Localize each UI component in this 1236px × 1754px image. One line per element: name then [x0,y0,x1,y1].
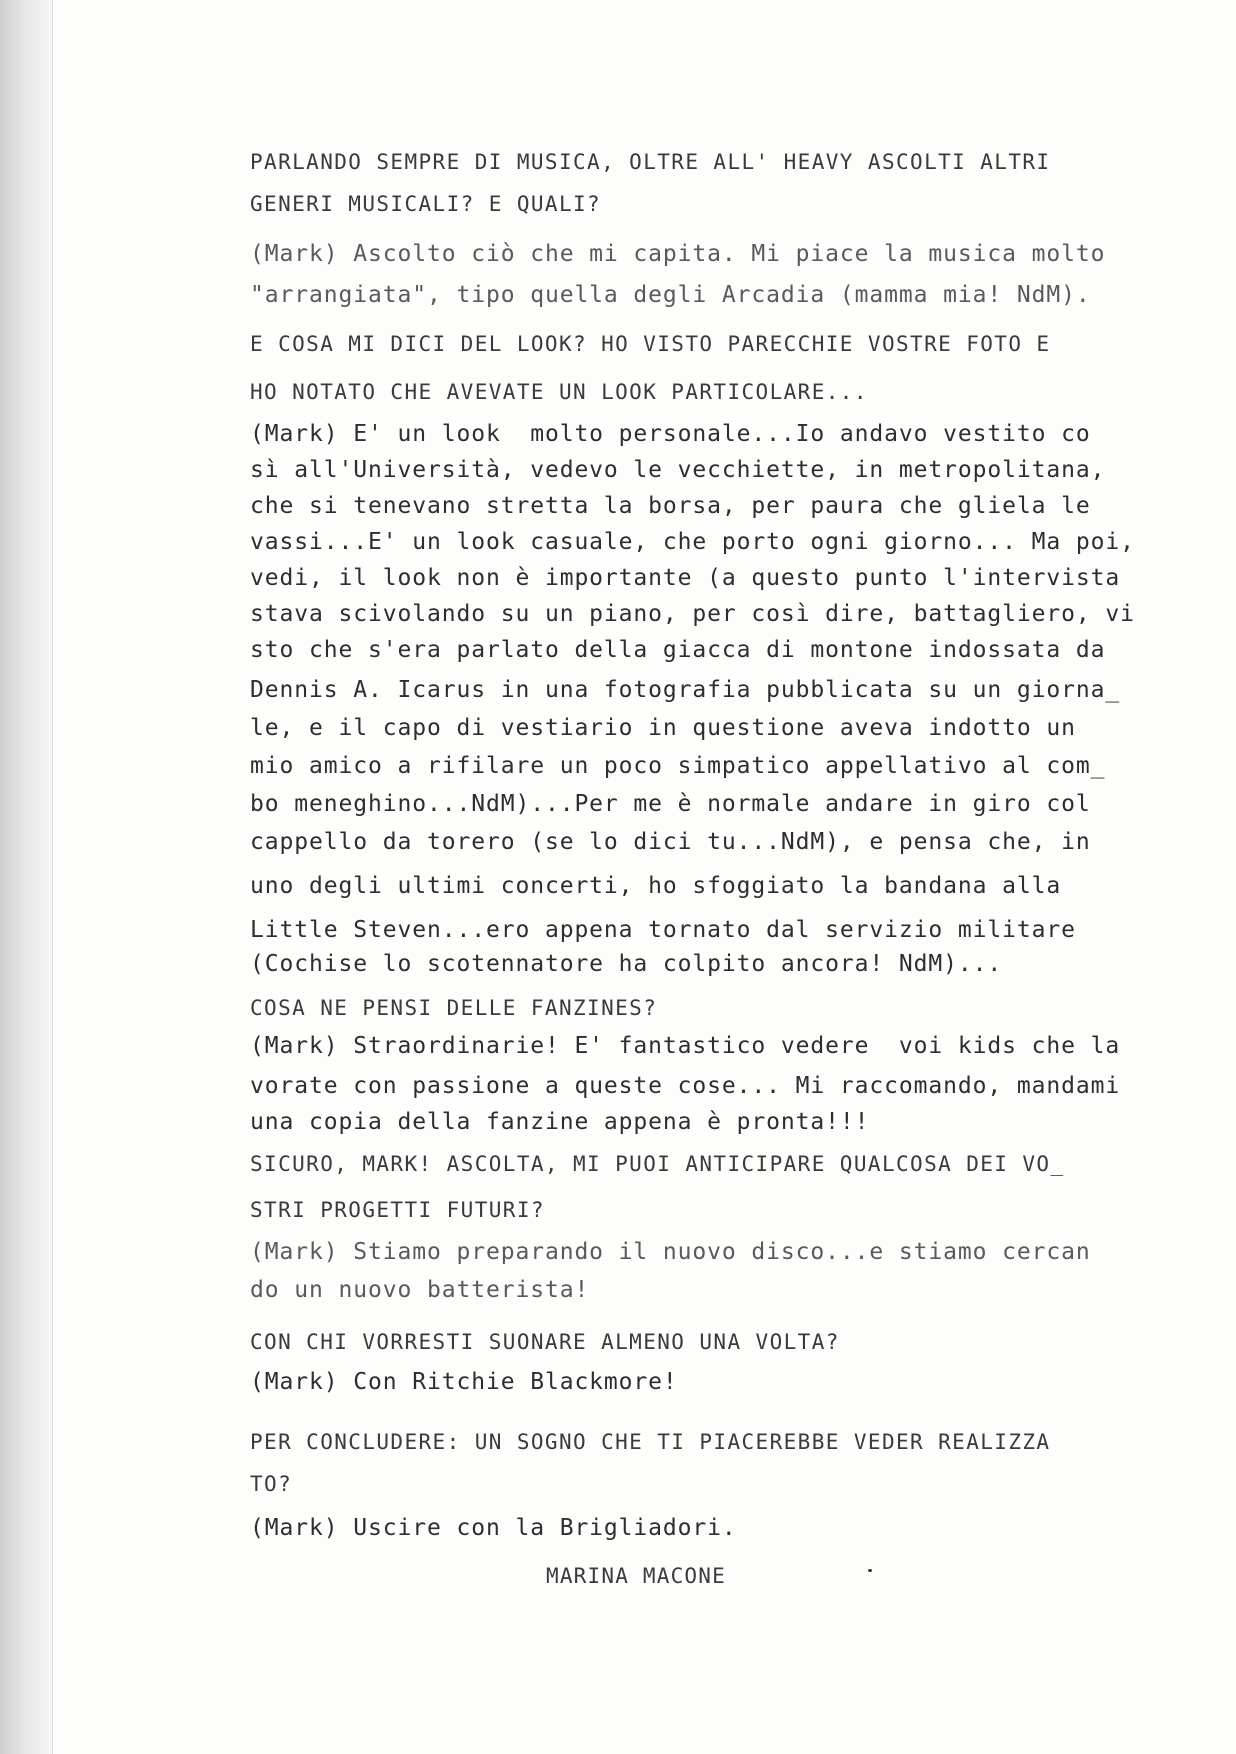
answer-line: cappello da torero (se lo dici tu...NdM), e pensa che, in [250,829,1091,855]
answer-line: che si tenevano stretta la borsa, per paura che gliela le [250,493,1091,519]
answer-line: do un nuovo batterista! [250,1277,590,1303]
answer-line: (Mark) Ascolto ciò che mi capita. Mi piace la musica molto [250,241,1106,267]
answer-line: (Mark) Con Ritchie Blackmore! [250,1369,678,1395]
question-line: PARLANDO SEMPRE DI MUSICA, OLTRE ALL' HEAVY ASCOLTI ALTRI [250,150,1051,174]
author-signature: MARINA MACONE [546,1564,726,1588]
question-line: E COSA MI DICI DEL LOOK? HO VISTO PARECCHIE VOSTRE FOTO E [250,332,1051,356]
answer-line: le, e il capo di vestiario in questione aveva indotto un [250,715,1076,741]
answer-line: stava scivolando su un piano, per così dire, battagliero, vi [250,601,1135,627]
answer-line: (Mark) Straordinarie! E' fantastico vedere voi kids che la [250,1033,1121,1059]
answer-line: mio amico a rifilare un poco simpatico appellativo al com_ [250,753,1106,779]
question-line: SICURO, MARK! ASCOLTA, MI PUOI ANTICIPARE QUALCOSA DEI VO_ [250,1152,1065,1176]
answer-line: (Mark) E' un look molto personale...Io andavo vestito co [250,421,1091,447]
answer-line: (Mark) Uscire con la Brigliadori. [250,1515,737,1541]
page-edge [52,0,53,1754]
answer-line: "arrangiata", tipo quella degli Arcadia (mamma mia! NdM). [250,282,1091,308]
answer-line: (Mark) Stiamo preparando il nuovo disco...e stiamo cercan [250,1239,1091,1265]
answer-line: Little Steven...ero appena tornato dal servizio militare [250,917,1076,943]
answer-line: bo meneghino...NdM)...Per me è normale andare in giro col [250,791,1091,817]
question-line: HO NOTATO CHE AVEVATE UN LOOK PARTICOLARE... [250,380,868,404]
question-line: TO? [250,1472,293,1496]
answer-line: uno degli ultimi concerti, ho sfoggiato la bandana alla [250,873,1062,899]
question-line: STRI PROGETTI FUTURI? [250,1198,545,1222]
answer-line: sto che s'era parlato della giacca di montone indossata da [250,637,1106,663]
answer-line: vorate con passione a queste cose... Mi raccomando, mandami [250,1073,1121,1099]
question-line: GENERI MUSICALI? E QUALI? [250,192,602,216]
answer-line: (Cochise lo scotennatore ha colpito ancora! NdM)... [250,951,1003,977]
answer-line: vedi, il look non è importante (a questo punto l'intervista [250,565,1121,591]
answer-line: sì all'Università, vedevo le vecchiette, in metropolitana, [250,457,1106,483]
question-line: PER CONCLUDERE: UN SOGNO CHE TI PIACEREBBE VEDER REALIZZA [250,1430,1051,1454]
question-line: CON CHI VORRESTI SUONARE ALMENO UNA VOLTA? [250,1330,840,1354]
binding-shadow [0,0,52,1754]
question-line: COSA NE PENSI DELLE FANZINES? [250,996,658,1020]
ink-speck [868,1569,872,1572]
answer-line: vassi...E' un look casuale, che porto ogni giorno... Ma poi, [250,529,1135,555]
answer-line: una copia della fanzine appena è pronta!!! [250,1109,870,1135]
answer-line: Dennis A. Icarus in una fotografia pubblicata su un giorna_ [250,677,1121,703]
